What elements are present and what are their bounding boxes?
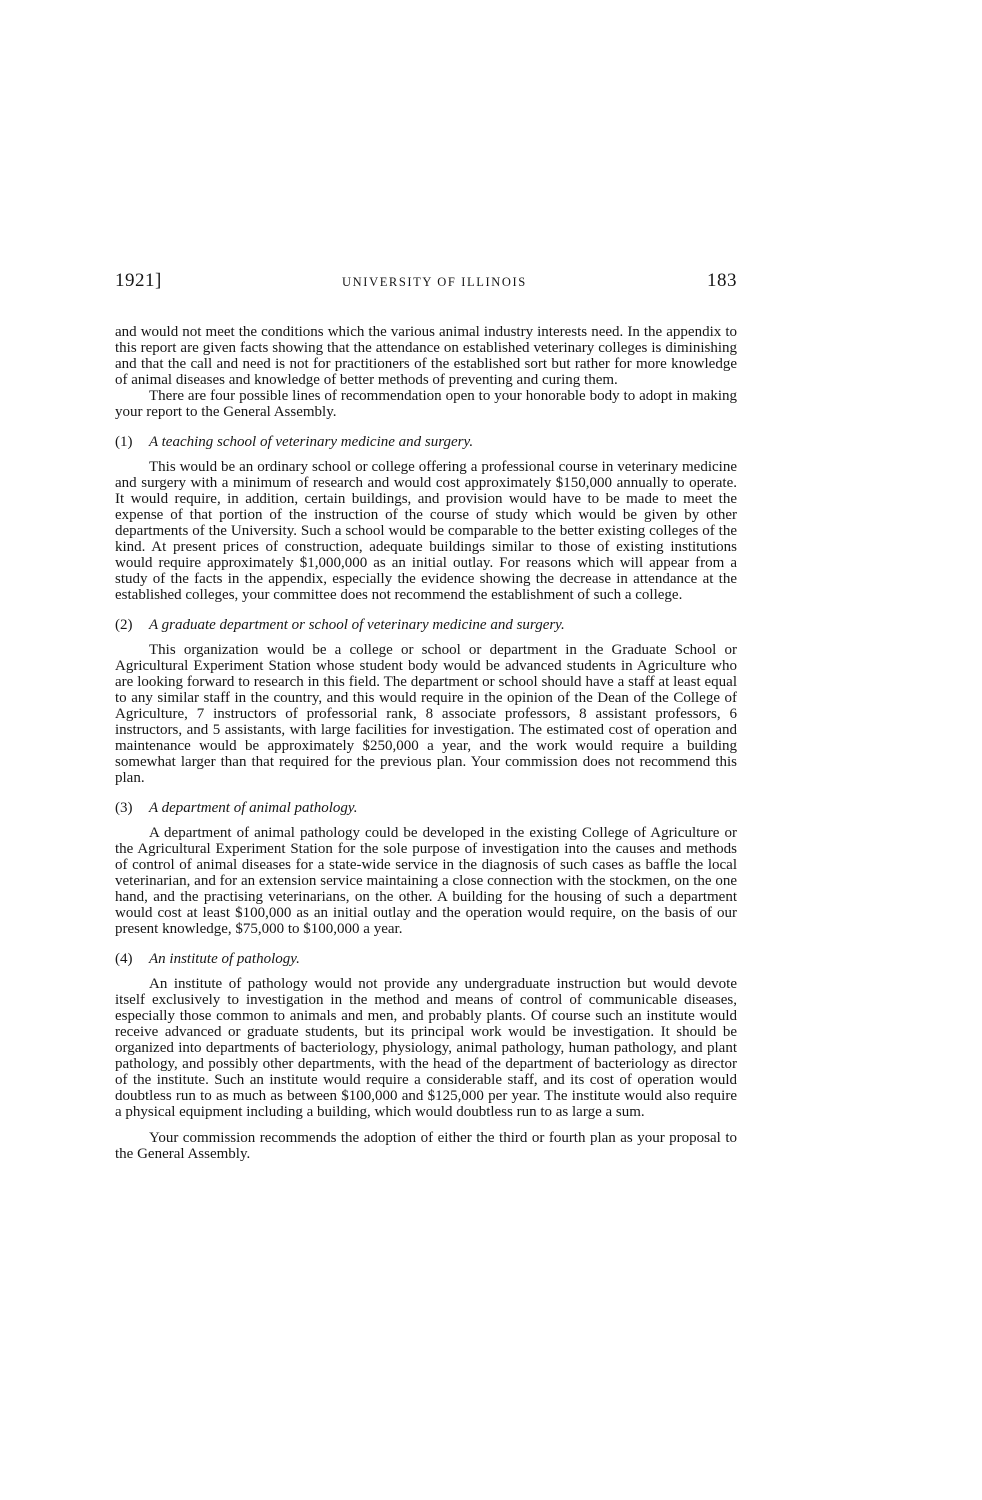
section-title: An institute of pathology. [149, 951, 300, 967]
section-title: A graduate department or school of veterinary medicine and surgery. [149, 617, 565, 633]
section-heading [115, 434, 737, 450]
section-1 [115, 434, 737, 603]
header-year: 1921] [115, 270, 162, 291]
page-number: 183 [707, 270, 737, 291]
section-2 [115, 617, 737, 786]
section-heading [115, 951, 737, 967]
running-head [115, 270, 737, 306]
closing-paragraph: Your commission recommends the adoption of either the third or fourth plan as your proposal to the General Assembly. [115, 1130, 737, 1162]
section-3 [115, 800, 737, 937]
section-paragraph: A department of animal pathology could be developed in the existing College of Agriculture or the Agricultural Experiment Station for the sole purpose of investigation into the causes and methods of control of animal diseases for a state-wide service in the diagnosis of such cases as baffle the local veterinarian, and for an extension service maintaining a close connection with the stockmen, on the one hand, and the practising veterinarians, on the other. A building for the housing of such a department would cost at least $100,000 as an initial outlay and the operation would require, on the basis of our present knowledge, $75,000 to $100,000 a year. [115, 825, 737, 937]
header-title: UNIVERSITY OF ILLINOIS [342, 275, 527, 289]
section-title: A teaching school of veterinary medicine and surgery. [149, 434, 474, 450]
document-page [115, 270, 737, 1162]
intro-paragraph: There are four possible lines of recommendation open to your honorable body to adopt in making your report to the General Assembly. [115, 388, 737, 420]
section-number: (4) [115, 951, 133, 967]
section-paragraph: This would be an ordinary school or college offering a professional course in veterinary medicine and surgery with a minimum of research and would cost approximately $150,000 annually to operate. It would require, in addition, certain buildings, and provision would have to be made to meet the expense of that portion of the instruction of the course of study which would be given by other departments of the University. Such a school would be comparable to the better existing colleges of the kind. At present prices of construction, adequate buildings similar to those of existing institutions would require approximately $1,000,000 as an initial outlay. For reasons which will appear from a study of the facts in the appendix, especially the evidence showing the decrease in attendance at the established colleges, your committee does not recommend the establishment of such a college. [115, 459, 737, 603]
section-title: A department of animal pathology. [149, 800, 358, 816]
section-number: (3) [115, 800, 133, 816]
intro-paragraph: and would not meet the conditions which the various animal industry interests need. In the appendix to this report are given facts showing that the attendance on established veterinary colleges is diminishing and that the call and need is not for practitioners of the established sort but rather for more knowledge of animal diseases and knowledge of better methods of preventing and curing them. [115, 324, 737, 388]
section-number: (2) [115, 617, 133, 633]
body-text [115, 324, 737, 1162]
section-4 [115, 951, 737, 1120]
section-heading [115, 800, 737, 816]
section-paragraph: This organization would be a college or school or department in the Graduate School or Agricultural Experiment Station whose student body would be advanced students in Agriculture who are looking forward to research in this field. The department or school should have a staff at least equal to any similar staff in the country, and this would require in the opinion of the Dean of the College of Agriculture, 7 instructors of professorial rank, 8 associate professors, 8 assistant professors, 6 instructors, and 5 assistants, with large facilities for investigation. The estimated cost of operation and maintenance would be approximately $250,000 a year, and the work would require a building somewhat larger than that required for the previous plan. Your commission does not recommend this plan. [115, 642, 737, 786]
section-number: (1) [115, 434, 133, 450]
section-paragraph: An institute of pathology would not provide any undergraduate instruction but would devote itself exclusively to investigation in the method and means of control of communicable diseases, especially those common to animals and men, and probably plants. Of course such an institute would receive advanced or graduate students, but its principal work would be investigation. It should be organized into departments of bacteriology, physiology, animal pathology, human pathology, and plant pathology, and possibly other departments, with the head of the department of bacteriology as director of the institute. Such an institute would require a considerable staff, and its cost of operation would doubtless run to as much as between $100,000 and $125,000 per year. The institute would also require a physical equipment including a building, which would doubtless run to as large a sum. [115, 976, 737, 1120]
section-heading [115, 617, 737, 633]
